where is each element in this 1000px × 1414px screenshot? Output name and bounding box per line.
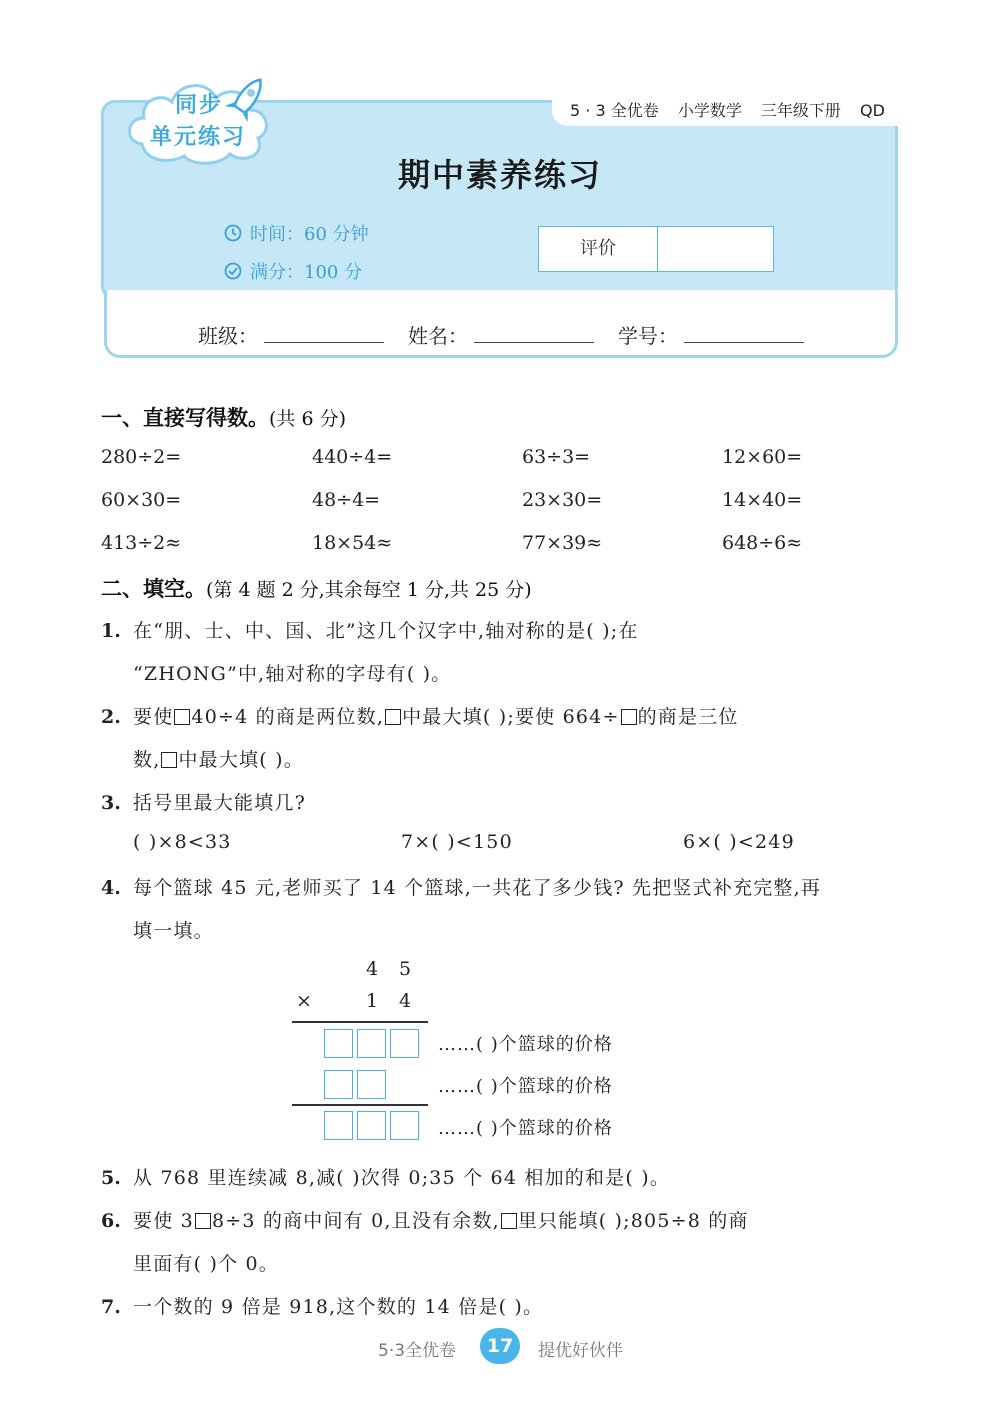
calc-item: 413÷2≈ — [101, 532, 182, 554]
multiplicand-digit: 5 — [399, 958, 412, 980]
question-text: 每个篮球 45 元,老师买了 14 个篮球,一共花了多少钱? 先把竖式补充完整,再 — [133, 877, 822, 899]
calc-line — [292, 1021, 428, 1023]
partial-product-note: ……( )个篮球的价格 — [438, 1076, 613, 1097]
question-number: 4. — [101, 877, 121, 899]
question-text: 括号里最大能填几? — [133, 792, 306, 814]
answer-cell[interactable] — [357, 1029, 386, 1058]
class-blank[interactable] — [264, 322, 384, 343]
question-number: 7. — [101, 1296, 121, 1318]
blank-square[interactable] — [385, 709, 401, 725]
question-text: 里只能填( );805÷8 的商 — [517, 1210, 749, 1232]
section-1-title: 一、直接写得数。 — [101, 406, 269, 430]
name-field[interactable] — [408, 320, 594, 349]
question-3 — [101, 788, 306, 815]
question-text: 中最大填( )。 — [178, 749, 304, 771]
answer-cell[interactable] — [357, 1070, 386, 1099]
check-circle-icon — [224, 262, 242, 280]
question-1-cont: “ZHONG”中,轴对称的字母有( )。 — [133, 663, 452, 685]
name-blank[interactable] — [474, 322, 594, 343]
blank-square[interactable] — [195, 1213, 211, 1229]
full-score: 满分：100 分 — [250, 262, 363, 283]
inequality-item: 6×( )<249 — [683, 831, 795, 853]
calc-item: 12×60= — [722, 446, 803, 468]
calc-item: 440÷4= — [312, 446, 393, 468]
question-number: 1. — [101, 620, 121, 642]
answer-cell[interactable] — [324, 1111, 353, 1140]
answer-cell[interactable] — [324, 1029, 353, 1058]
series-info — [570, 98, 899, 121]
question-number: 2. — [101, 706, 121, 728]
grade: 三年级下册 — [760, 101, 841, 120]
student-id-label: 学号： — [618, 324, 678, 348]
student-id-field[interactable] — [618, 320, 804, 349]
blank-square[interactable] — [501, 1213, 517, 1229]
answer-cell[interactable] — [324, 1070, 353, 1099]
question-2-cont — [133, 745, 304, 772]
question-4-cont: 填一填。 — [133, 920, 214, 942]
calc-item: 60×30= — [101, 489, 182, 511]
footer-brand: 5·3全优卷 — [378, 1341, 457, 1361]
footer-slogan: 提优好伙伴 — [538, 1341, 623, 1361]
calc-item: 63÷3= — [522, 446, 591, 468]
badge-title-1: 同步 — [175, 93, 224, 118]
blank-square[interactable] — [621, 709, 637, 725]
calc-item: 23×30= — [522, 489, 603, 511]
section-1-points: (共 6 分) — [269, 408, 346, 430]
blank-square[interactable] — [174, 709, 190, 725]
page-title: 期中素养练习 — [397, 156, 602, 194]
edition: QD — [860, 101, 885, 120]
calc-item: 14×40= — [722, 489, 803, 511]
page-number: 17 — [480, 1328, 520, 1364]
section-2-title: 二、填空。 — [101, 577, 206, 601]
class-label: 班级： — [198, 324, 258, 348]
calc-item: 48÷4= — [312, 489, 381, 511]
multiply-sign: × — [296, 990, 312, 1012]
subject: 小学数学 — [677, 101, 742, 120]
question-text: 8÷3 的商中间有 0,且没有余数, — [211, 1210, 500, 1232]
score-line — [224, 258, 362, 284]
evaluation-field[interactable] — [658, 227, 773, 271]
question-5 — [101, 1163, 670, 1190]
name-label: 姓名： — [408, 324, 468, 348]
question-text: 要使 3 — [133, 1210, 194, 1232]
question-4 — [101, 873, 821, 900]
calc-item: 280÷2= — [101, 446, 182, 468]
question-6-cont: 里面有( )个 0。 — [133, 1253, 279, 1275]
series-name: 5 · 3 全优卷 — [570, 101, 659, 120]
answer-cell[interactable] — [357, 1111, 386, 1140]
multiplicand-digit: 4 — [366, 958, 379, 980]
evaluation-label: 评价 — [539, 227, 658, 271]
section-2-heading — [101, 573, 532, 603]
question-text: 数, — [133, 749, 161, 771]
multiplier-digit: 4 — [399, 990, 412, 1012]
question-number: 5. — [101, 1167, 121, 1189]
calc-item: 77×39≈ — [522, 532, 603, 554]
time-limit: 时间：60 分钟 — [250, 224, 369, 245]
section-1-heading — [101, 402, 346, 432]
question-text: 40÷4 的商是两位数, — [191, 706, 385, 728]
question-1 — [101, 616, 639, 643]
evaluation-box — [538, 226, 774, 272]
calc-item: 648÷6≈ — [722, 532, 803, 554]
question-text: 的商是三位 — [637, 706, 739, 728]
partial-product-note: ……( )个篮球的价格 — [438, 1034, 613, 1055]
question-6 — [101, 1206, 749, 1233]
calc-line — [292, 1104, 428, 1106]
multiplier-digit: 1 — [366, 990, 379, 1012]
question-text: 在“朋、士、中、国、北”这几个汉字中,轴对称的是( );在 — [133, 620, 639, 642]
inequality-item: 7×( )<150 — [401, 831, 513, 853]
calc-item: 18×54≈ — [312, 532, 393, 554]
section-2-points: (第 4 题 2 分,其余每空 1 分,共 25 分) — [206, 579, 532, 601]
question-text: 一个数的 9 倍是 918,这个数的 14 倍是( )。 — [133, 1296, 544, 1318]
student-id-blank[interactable] — [684, 322, 804, 343]
answer-cell[interactable] — [390, 1029, 419, 1058]
blank-square[interactable] — [161, 752, 177, 768]
question-text: 中最大填( );要使 664÷ — [402, 706, 620, 728]
question-7 — [101, 1292, 543, 1319]
clock-icon — [224, 224, 242, 242]
answer-cell[interactable] — [390, 1111, 419, 1140]
inequality-item: ( )×8<33 — [133, 831, 232, 853]
class-field[interactable] — [198, 320, 384, 349]
question-text: 要使 — [133, 706, 174, 728]
product-note: ……( )个篮球的价格 — [438, 1118, 613, 1139]
question-text: 从 768 里连续减 8,减( )次得 0;35 个 64 相加的和是( )。 — [133, 1167, 671, 1189]
badge-title-2: 单元练习 — [150, 125, 247, 150]
question-number: 6. — [101, 1210, 121, 1232]
question-number: 3. — [101, 792, 121, 814]
time-line — [224, 220, 369, 246]
question-2 — [101, 702, 739, 729]
